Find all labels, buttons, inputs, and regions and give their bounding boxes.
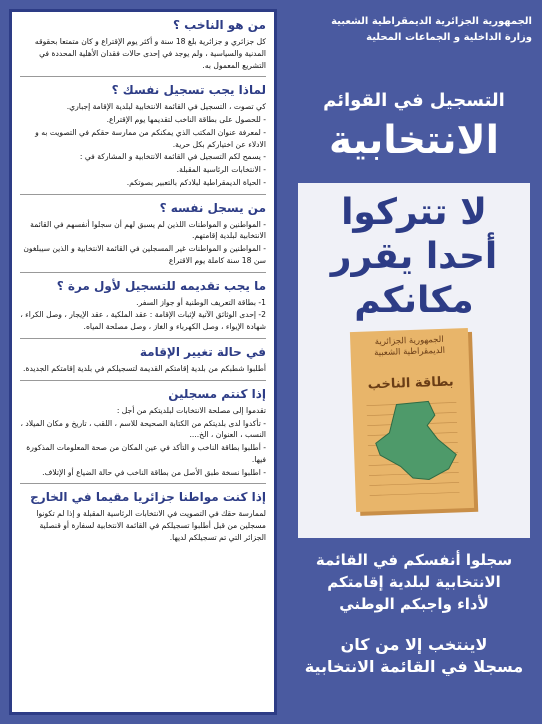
divider xyxy=(20,338,266,339)
section-body xyxy=(20,508,266,543)
section-body xyxy=(20,101,266,188)
republic-name: الجمهورية الجزائرية الديمقراطية الشعبية xyxy=(331,16,532,27)
section-body xyxy=(20,36,266,71)
section-text: - تأكدوا لدى بلديتكم من الكتابة الصحيحة للاسم ، اللقب ، تاريخ و مكان الميلاد ، النسب ، العنوان ، الخ.... xyxy=(20,418,266,440)
cta-line: لأداء واجبكم الوطني xyxy=(339,594,489,613)
info-panel xyxy=(9,9,277,715)
section-text: - اطلبوا نسخة طبق الأصل من بطاقة الناخب في حالة الضياع أو الإتلاف. xyxy=(42,467,266,477)
section-text: - للحصول على بطاقة الناخب لتقديمها يوم الإقتراع. xyxy=(106,115,266,125)
footer-notice xyxy=(296,634,532,677)
section-text: تقدموا إلى مصلحة الانتخابات لبلديتكم من أجل : xyxy=(116,405,266,415)
section-body xyxy=(20,297,266,333)
section-title: من هو الناخب ؟ xyxy=(173,18,266,32)
section-title: في حالة تغيير الإقامة xyxy=(139,345,266,360)
section-why-register xyxy=(20,83,266,188)
card-header-line: الجمهورية الجزائرية xyxy=(374,334,444,348)
card-header-line: الديمقراطية الشعبية xyxy=(373,345,446,359)
section-text: كي تصوت ، التسجيل في القائمة الانتخابية لبلدية الإقامة إجباري. xyxy=(66,102,266,112)
section-text: - الانتخابات الرئاسية المقبلة. xyxy=(176,165,266,175)
divider xyxy=(20,483,266,484)
section-text: لممارسة حقك في التصويت في الانتخابات الرئاسية المقبلة و إذا لم تكونوا مسجلين من قبل أطلبوا تسجيلكم في القائمة الانتخابية لسفارة أو قنصلية الجزائر التي تم تسجيلكم لديها. xyxy=(36,509,266,542)
voter-card-image xyxy=(350,328,474,512)
footer-line: لاينتخب إلا من كان xyxy=(340,635,488,654)
section-title: إذا كنتم مسجلين xyxy=(168,386,266,401)
section-change-residence xyxy=(20,345,266,375)
slogan xyxy=(298,191,530,323)
cta-line: الانتخابية لبلدية إقامتكم xyxy=(327,572,501,591)
section-text: - المواطنين و المواطنات اللذين لم يسبق لهم أن سجلوا أنفسهم في القائمة الانتخابية لبلدية إقامتهم. xyxy=(30,219,266,241)
section-title: من يسجل نفسه ؟ xyxy=(159,200,266,215)
divider xyxy=(20,194,266,195)
registration-subtitle: التسجيل في القوائم xyxy=(323,90,505,111)
divider xyxy=(20,272,266,273)
section-text: كل جزائري و جزائرية بلغ 18 سنة و أكثر يوم الإقتراع و كان متمتعا بحقوقه المدنية والسياسية ، ولم يوجد في إحدى حالات فقدان الأهلية المحددة في التشريع المعمول به. xyxy=(34,37,266,70)
section-title: إذا كنت مواطنا جزائريا مقيما في الخارج xyxy=(30,490,266,505)
section-body xyxy=(20,219,266,267)
slogan-line: مكانكم xyxy=(354,279,474,321)
section-if-registered xyxy=(20,387,266,479)
slogan-box xyxy=(298,183,530,538)
cta-line: سجلوا أنفسكم في القائمة xyxy=(315,551,513,569)
section-body xyxy=(20,363,266,375)
government-header xyxy=(302,14,532,45)
slogan-line: أحدا يقرر xyxy=(330,235,498,277)
section-text: 2- إحدى الوثائق الآتية لإثبات الإقامة : عقد الملكية ، عقد الإيجار ، وصل الكراء ، شهادة الإيواء ، وصل الكهرباء و الغاز ، وصل مصلحة المياه. xyxy=(20,310,266,332)
slogan-line: لا تتركوا xyxy=(341,192,487,233)
card-header xyxy=(356,334,463,360)
divider xyxy=(20,76,266,77)
cover-panel xyxy=(286,0,542,724)
section-text: - الحياة الديمقراطية لبلادكم بالتعبير بصوتكم. xyxy=(126,177,266,187)
section-who-registers xyxy=(20,201,266,267)
registration-title: الانتخابية xyxy=(329,118,499,163)
section-who-is-voter xyxy=(20,18,266,71)
section-text: - أطلبوا بطاقة الناخب و التأكد في عين المكان من صحة المعلومات المذكورة فيها. xyxy=(26,443,266,464)
section-required-documents xyxy=(20,279,266,333)
ministry-name: وزارة الداخلية و الجماعات المحلية xyxy=(366,31,532,43)
algeria-map-icon xyxy=(366,394,460,501)
divider xyxy=(20,380,266,381)
section-text: أطلبوا شطبكم من بلدية إقامتكم القديمة لتسجيلكم في بلدية إقامتكم الجديدة. xyxy=(23,364,266,374)
section-title: ما يجب تقديمه للتسجيل لأول مرة ؟ xyxy=(56,278,266,293)
card-title: بطاقة الناخب xyxy=(367,374,454,393)
section-title: لماذا يجب تسجيل نفسك ؟ xyxy=(111,83,266,98)
section-text: - يسمح لكم التسجيل في القائمة الانتخابية و المشاركة في : xyxy=(79,152,266,162)
section-text: 1- بطاقة التعريف الوطنية أو جواز السفر. xyxy=(136,297,266,307)
section-text: - لمعرفة عنوان المكتب الذي يمكنكم من ممارسة حقكم في التصويت به و الادلاء عن اختياركم بكل حرية. xyxy=(35,127,266,149)
footer-line: مسجلا في القائمة الانتخابية xyxy=(304,656,524,676)
section-abroad xyxy=(20,490,266,543)
call-to-action xyxy=(296,550,532,615)
section-body xyxy=(20,405,266,479)
section-text: - المواطنين و المواطنات غير المسجلين في القائمة الانتخابية و الذين سيبلغون سن 18 سنة كاملة يوم الاقتراع xyxy=(23,244,266,265)
